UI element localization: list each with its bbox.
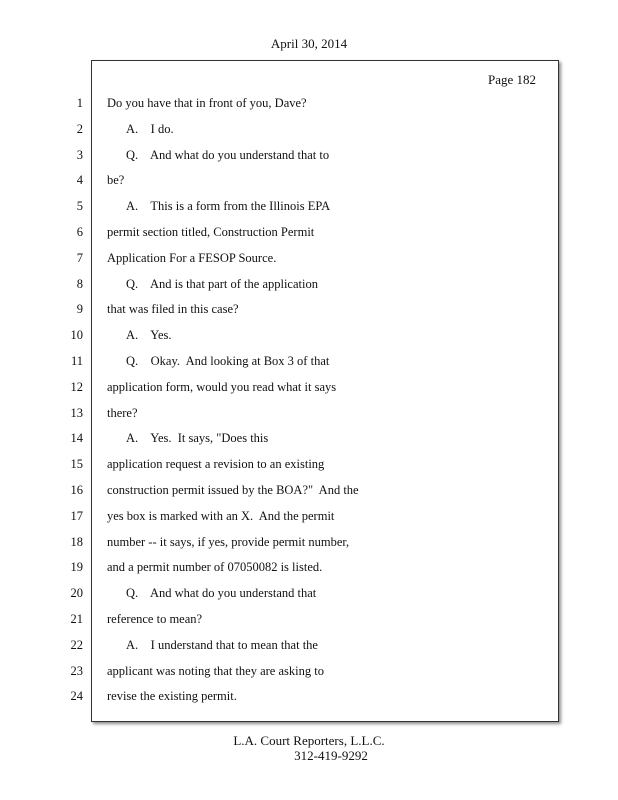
line-number: 7	[76, 251, 83, 265]
line-text: application request a revision to an existing	[107, 457, 325, 471]
footer-phone: 312-419-9292	[294, 748, 368, 763]
line-text: application form, would you read what it says	[107, 380, 337, 394]
line-text: there?	[107, 406, 138, 420]
line-text: Q. Okay. And looking at Box 3 of that	[126, 354, 330, 368]
line-number: 9	[76, 302, 83, 316]
line-number: 2	[76, 122, 83, 136]
line-text: permit section titled, Construction Permit	[107, 225, 315, 239]
line-number: 21	[70, 612, 83, 626]
line-number: 12	[70, 380, 83, 394]
line-text: and a permit number of 07050082 is listed.	[107, 560, 323, 574]
line-number: 4	[76, 173, 83, 187]
line-text: revise the existing permit.	[107, 689, 237, 703]
line-number: 20	[70, 586, 83, 600]
line-text: yes box is marked with an X. And the permit	[107, 509, 335, 523]
line-text: applicant was noting that they are asking to	[107, 664, 324, 678]
line-text: number -- it says, if yes, provide permit number,	[107, 535, 350, 549]
page-number: Page 182	[487, 72, 536, 87]
line-number: 11	[70, 354, 83, 368]
line-text: A. I do.	[126, 122, 174, 136]
line-number: 19	[70, 560, 83, 574]
line-number: 18	[70, 535, 83, 549]
line-text: construction permit issued by the BOA?" And the	[107, 483, 359, 497]
line-number: 23	[70, 664, 83, 678]
line-text: A. This is a form from the Illinois EPA	[126, 199, 331, 213]
line-text: Q. And is that part of the application	[126, 277, 318, 291]
line-number: 13	[70, 406, 83, 420]
transcript-date: April 30, 2014	[270, 36, 348, 51]
line-text: Q. And what do you understand that	[126, 586, 317, 600]
line-text: that was filed in this case?	[107, 302, 239, 316]
line-text: A. Yes. It says, "Does this	[126, 431, 269, 445]
line-number: 14	[70, 431, 83, 445]
line-number: 8	[76, 277, 83, 291]
line-number: 1	[76, 96, 83, 110]
line-number: 16	[70, 483, 83, 497]
line-number: 3	[76, 148, 83, 162]
line-number: 15	[70, 457, 83, 471]
line-text: be?	[107, 173, 125, 187]
line-number: 17	[70, 509, 83, 523]
line-text: A. I understand that to mean that the	[126, 638, 318, 652]
line-text: A. Yes.	[126, 328, 172, 342]
line-number: 5	[76, 199, 83, 213]
line-number: 22	[70, 638, 83, 652]
line-text: Application For a FESOP Source.	[107, 251, 277, 265]
line-text: Q. And what do you understand that to	[126, 148, 330, 162]
line-number: 6	[76, 225, 83, 239]
line-text: Do you have that in front of you, Dave?	[107, 96, 307, 110]
footer-company: L.A. Court Reporters, L.L.C.	[233, 733, 385, 748]
line-text: reference to mean?	[107, 612, 203, 626]
line-number: 10	[70, 328, 83, 342]
line-number: 24	[70, 689, 83, 703]
